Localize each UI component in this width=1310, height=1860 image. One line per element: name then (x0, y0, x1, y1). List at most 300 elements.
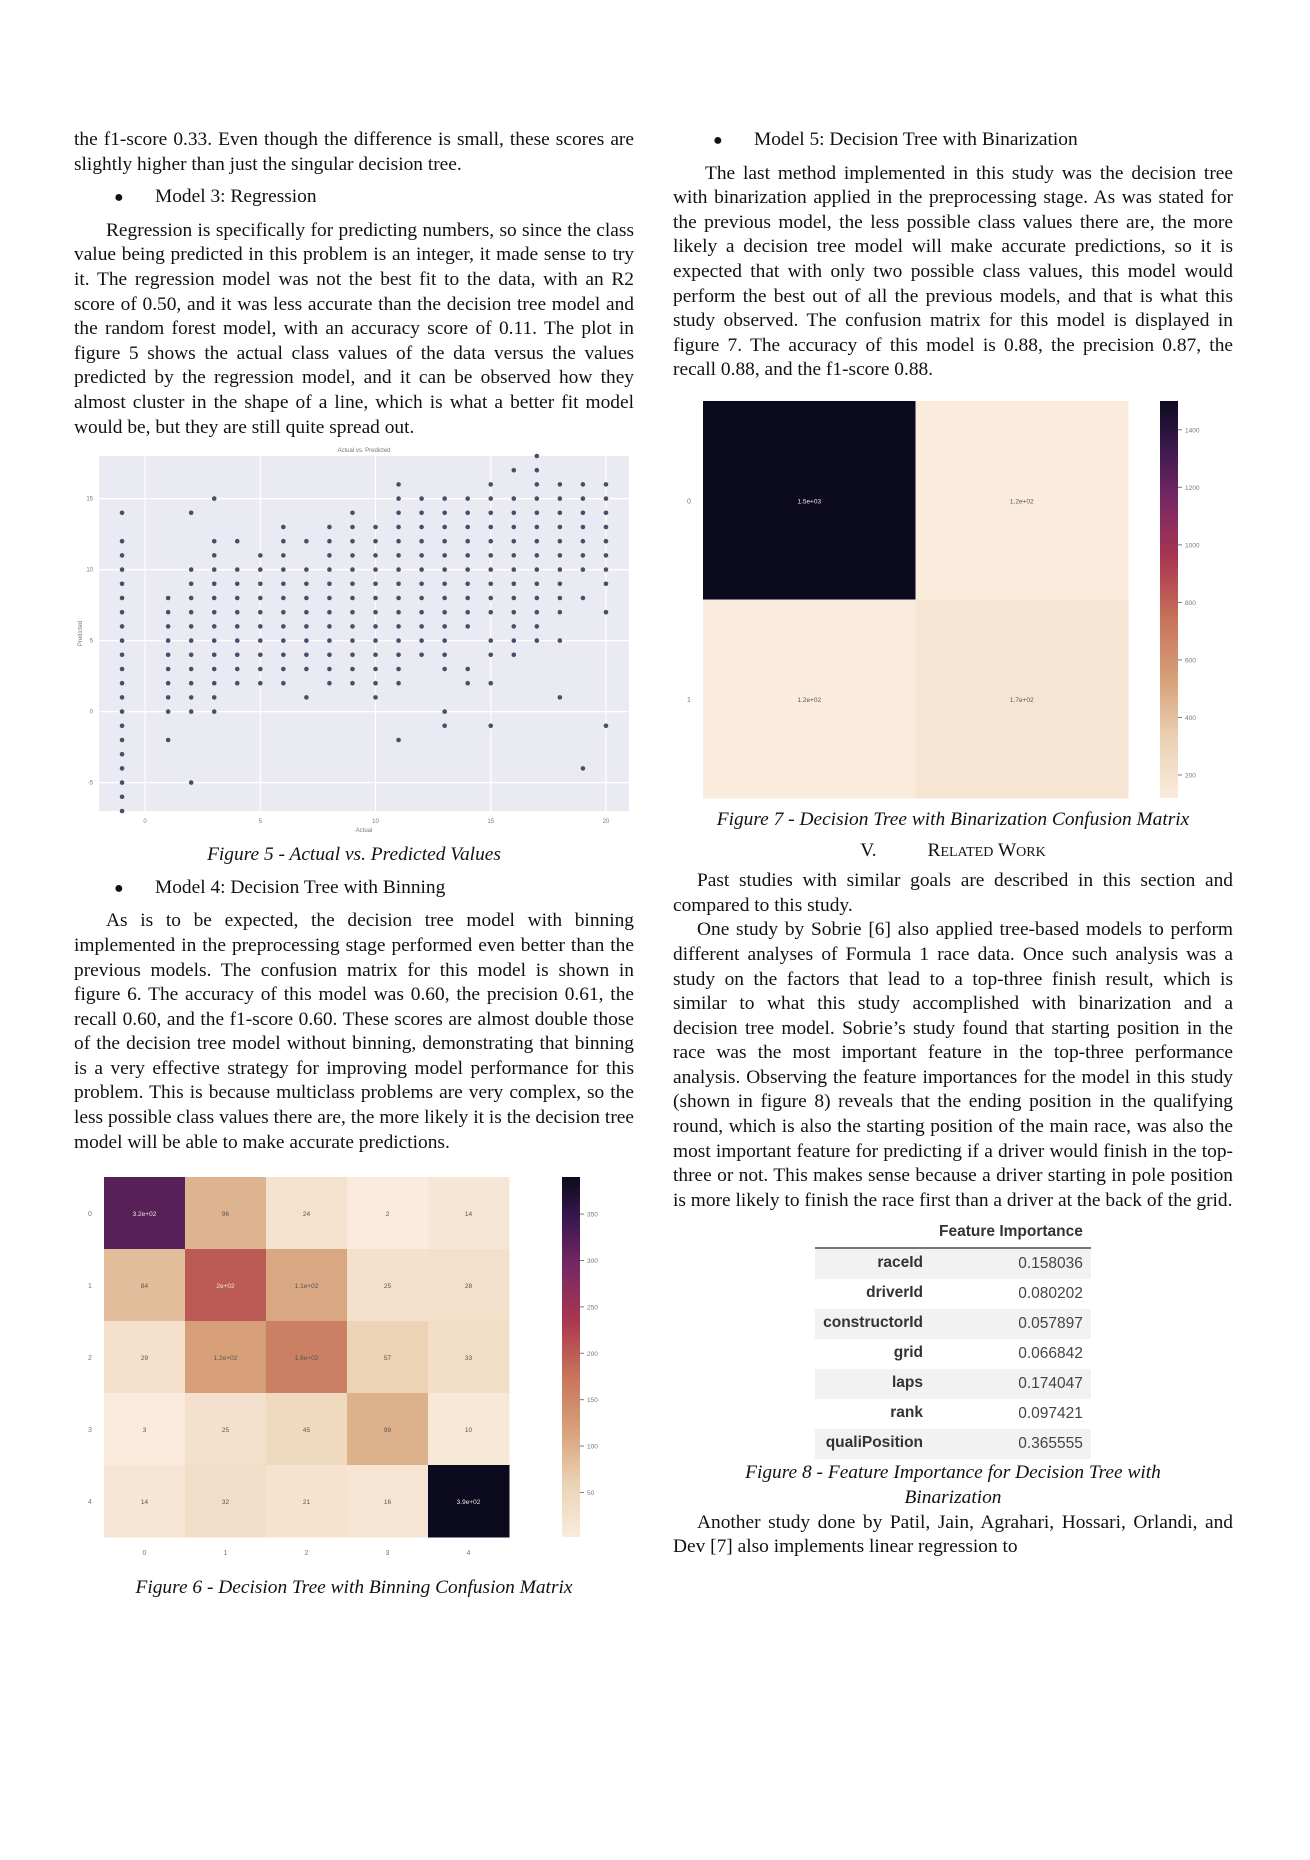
data-point (189, 667, 194, 672)
svg-text:3.2e+02: 3.2e+02 (132, 1211, 157, 1219)
data-point (465, 610, 470, 615)
data-point (535, 596, 540, 601)
table-corner (815, 1219, 931, 1248)
data-point (281, 567, 286, 572)
data-point (166, 653, 171, 658)
data-point (258, 610, 263, 615)
svg-text:-5: -5 (87, 780, 93, 787)
data-point (258, 596, 263, 601)
data-point (327, 553, 332, 558)
data-point (419, 567, 424, 572)
data-point (166, 638, 171, 643)
model-4-heading (74, 876, 634, 902)
data-point (419, 511, 424, 516)
data-point (488, 596, 493, 601)
svg-text:200: 200 (587, 1351, 598, 1359)
svg-text:1: 1 (88, 1283, 92, 1291)
data-point (304, 695, 309, 700)
column-header-feature-importance: Feature Importance (931, 1219, 1091, 1248)
svg-text:5: 5 (258, 819, 262, 826)
data-point (350, 610, 355, 615)
svg-text:1.5e+03: 1.5e+03 (797, 498, 822, 506)
data-point (558, 511, 563, 516)
svg-text:10: 10 (86, 567, 93, 574)
data-point (581, 567, 586, 572)
data-point (304, 624, 309, 629)
svg-text:Actual: Actual (355, 828, 373, 835)
data-point (120, 709, 125, 714)
data-point (396, 553, 401, 558)
data-point (396, 610, 401, 615)
data-point (235, 610, 240, 615)
data-point (488, 539, 493, 544)
data-point (511, 496, 516, 501)
data-point (281, 653, 286, 658)
data-point (442, 496, 447, 501)
section-number: V. (860, 839, 877, 861)
svg-text:350: 350 (587, 1211, 598, 1219)
data-point (189, 709, 194, 714)
data-point (442, 553, 447, 558)
data-point (281, 667, 286, 672)
svg-text:28: 28 (464, 1283, 473, 1291)
patil-paragraph: Another study done by Patil, Jain, Agrahari, Hossari, Orlandi, and Dev [7] also implements linear regression to (673, 1511, 1233, 1558)
data-point (304, 567, 309, 572)
regression-paragraph: Regression is specifically for predicting numbers, so since the class value being predicted in this problem is an integer, it made sense to try it. The regression model was not the best fit to the data, with an R2 score of 0.50, and it was less accurate than the decision tree model and the random forest model, with an accuracy score of 0.11. The plot in figure 5 shows the actual class values of the data versus the values predicted by the regression model, and it can be observed how they almost cluster in the shape of a line, which is what a better fit model would be, but they are still quite spread out. (74, 219, 634, 438)
data-point (304, 539, 309, 544)
svg-text:14: 14 (140, 1499, 149, 1507)
data-point (120, 582, 125, 587)
feature-name: qualiPosition (825, 1434, 924, 1452)
data-point (396, 525, 401, 530)
data-point (166, 667, 171, 672)
svg-text:600: 600 (1185, 657, 1196, 665)
plot-area (99, 456, 629, 811)
svg-text:3: 3 (142, 1427, 147, 1435)
svg-text:2: 2 (304, 1550, 309, 1558)
data-point (120, 624, 125, 629)
svg-text:45: 45 (302, 1427, 311, 1435)
svg-text:Actual vs. Predicted: Actual vs. Predicted (337, 448, 391, 455)
data-point (235, 539, 240, 544)
data-point (235, 667, 240, 672)
data-point (396, 624, 401, 629)
svg-text:250: 250 (587, 1304, 598, 1312)
data-point (604, 496, 609, 501)
data-point (465, 582, 470, 587)
data-point (235, 582, 240, 587)
svg-text:16: 16 (383, 1499, 392, 1507)
data-point (120, 809, 125, 814)
data-point (442, 624, 447, 629)
data-point (488, 553, 493, 558)
data-point (511, 539, 516, 544)
data-point (212, 553, 217, 558)
table-row (815, 1248, 1091, 1279)
data-point (212, 624, 217, 629)
data-point (373, 539, 378, 544)
data-point (120, 553, 125, 558)
data-point (166, 738, 171, 743)
data-point (558, 567, 563, 572)
feature-value: 0.158036 (1018, 1255, 1083, 1273)
data-point (442, 638, 447, 643)
sobrie-paragraph: One study by Sobrie [6] also applied tree-based models to perform different analyses of Formula 1 race data. Once such analysis was a study on the factors that lead to a top-three finish result, which is similar to what this study accomplished with binarization and a decision tree model. Sobrie’s study found that starting position in the race was the most important feature in the top-three performance analysis. Observing the feature importances for the model in this study (shown in figure 8) reveals that the ending position in the qualifying round, which is also the starting position of the main race, was also the most important feature for predicting if a driver would finish in the top-three or not. This makes sense because a driver starting in pole position is more likely to finish the race first than a driver at the back of the grid. (673, 919, 1233, 1211)
figure-7-heatmap (673, 393, 1233, 808)
data-point (327, 624, 332, 629)
svg-text:50: 50 (587, 1490, 595, 1498)
data-point (120, 638, 125, 643)
data-point (396, 738, 401, 743)
data-point (281, 610, 286, 615)
data-point (120, 738, 125, 743)
related-work-intro: Past studies with similar goals are described in this section and compared to this study. (673, 870, 1233, 916)
table-row (815, 1429, 1091, 1459)
data-point (373, 596, 378, 601)
figure-5-scatter (74, 444, 634, 839)
data-point (258, 567, 263, 572)
data-point (488, 511, 493, 516)
data-point (465, 496, 470, 501)
data-point (258, 667, 263, 672)
data-point (511, 624, 516, 629)
data-point (442, 709, 447, 714)
data-point (535, 610, 540, 615)
data-point (166, 610, 171, 615)
data-point (465, 596, 470, 601)
data-point (120, 681, 125, 686)
data-point (166, 624, 171, 629)
data-point (120, 567, 125, 572)
data-point (189, 610, 194, 615)
data-point (327, 610, 332, 615)
feature-value: 0.097421 (1018, 1405, 1083, 1423)
data-point (535, 496, 540, 501)
feature-value: 0.174047 (1018, 1375, 1083, 1393)
data-point (212, 709, 217, 714)
svg-text:21: 21 (302, 1499, 311, 1507)
data-point (281, 553, 286, 558)
data-point (396, 539, 401, 544)
data-point (373, 695, 378, 700)
data-point (304, 596, 309, 601)
data-point (235, 638, 240, 643)
data-point (442, 724, 447, 729)
data-point (535, 468, 540, 473)
svg-text:4: 4 (88, 1499, 92, 1507)
svg-text:2: 2 (385, 1211, 390, 1219)
data-point (373, 624, 378, 629)
data-point (558, 610, 563, 615)
data-point (581, 596, 586, 601)
section-title: Related Work (927, 839, 1046, 861)
data-point (558, 582, 563, 587)
data-point (189, 511, 194, 516)
data-point (258, 553, 263, 558)
data-point (396, 596, 401, 601)
figure-6-caption: Figure 6 - Decision Tree with Binning Confusion Matrix (135, 1577, 573, 1599)
data-point (304, 667, 309, 672)
data-point (212, 695, 217, 700)
table-row (815, 1309, 1091, 1339)
data-point (258, 624, 263, 629)
data-point (419, 653, 424, 658)
svg-text:15: 15 (86, 496, 93, 503)
data-point (581, 525, 586, 530)
data-point (120, 724, 125, 729)
data-point (350, 638, 355, 643)
data-point (327, 653, 332, 658)
data-point (442, 511, 447, 516)
data-point (350, 653, 355, 658)
data-point (604, 482, 609, 487)
data-point (281, 638, 286, 643)
data-point (511, 525, 516, 530)
data-point (281, 582, 286, 587)
data-point (465, 667, 470, 672)
svg-text:15: 15 (487, 819, 495, 826)
data-point (511, 567, 516, 572)
data-point (581, 511, 586, 516)
data-point (511, 638, 516, 643)
binarization-confusion-matrix (673, 393, 1233, 803)
data-point (419, 596, 424, 601)
data-point (304, 582, 309, 587)
data-point (120, 795, 125, 800)
svg-text:14: 14 (464, 1211, 473, 1219)
data-point (604, 724, 609, 729)
data-point (465, 525, 470, 530)
data-point (120, 539, 125, 544)
svg-text:29: 29 (140, 1355, 149, 1363)
svg-text:1.6e+02: 1.6e+02 (294, 1355, 319, 1363)
data-point (604, 553, 609, 558)
data-point (465, 624, 470, 629)
data-point (120, 667, 125, 672)
table-row (815, 1279, 1091, 1309)
data-point (373, 582, 378, 587)
binarization-paragraph: The last method implemented in this study was the decision tree with binarization applied in the preprocessing stage. As was stated for the previous model, the less possible class values there are, the more likely a decision tree model will make accurate predictions, so it is expected that with only two possible class values, this model would perform the best out of all the previous models, and that is what this study observed. The confusion matrix for this model is displayed in figure 7. The accuracy of this model is 0.88, the precision 0.87, the recall 0.88, and the f1-score 0.88. (673, 162, 1233, 381)
data-point (558, 525, 563, 530)
data-point (511, 596, 516, 601)
data-point (212, 653, 217, 658)
colorbar (1160, 401, 1178, 798)
data-point (465, 567, 470, 572)
data-point (442, 539, 447, 544)
data-point (535, 638, 540, 643)
data-point (120, 780, 125, 785)
feature-name: raceId (877, 1254, 924, 1272)
data-point (235, 624, 240, 629)
data-point (604, 525, 609, 530)
model-4-label: Model 4: Decision Tree with Binning (155, 876, 446, 898)
figure-8-table (673, 1219, 1233, 1459)
left-column (74, 128, 634, 1601)
figure-8-caption-line-1: Figure 8 - Feature Importance for Decision Tree with (745, 1462, 1161, 1484)
svg-text:1.2e+02: 1.2e+02 (213, 1355, 238, 1363)
data-point (535, 482, 540, 487)
data-point (235, 596, 240, 601)
data-point (535, 567, 540, 572)
data-point (189, 624, 194, 629)
data-point (442, 667, 447, 672)
data-point (120, 752, 125, 757)
svg-text:3.9e+02: 3.9e+02 (456, 1499, 481, 1507)
data-point (396, 653, 401, 658)
model-5-heading (673, 128, 1233, 154)
data-point (442, 582, 447, 587)
data-point (442, 567, 447, 572)
data-point (419, 525, 424, 530)
data-point (258, 638, 263, 643)
data-point (327, 539, 332, 544)
data-point (581, 766, 586, 771)
data-point (304, 610, 309, 615)
data-point (396, 681, 401, 686)
svg-text:1.2e+02: 1.2e+02 (797, 696, 822, 704)
data-point (511, 653, 516, 658)
data-point (396, 511, 401, 516)
data-point (488, 724, 493, 729)
data-point (535, 553, 540, 558)
data-point (581, 482, 586, 487)
feature-value: 0.057897 (1018, 1315, 1083, 1333)
data-point (327, 667, 332, 672)
data-point (350, 553, 355, 558)
data-point (212, 582, 217, 587)
svg-text:20: 20 (602, 819, 610, 826)
data-point (373, 567, 378, 572)
data-point (604, 582, 609, 587)
paragraph-continuation: the f1-score 0.33. Even though the difference is small, these scores are slightly higher than just the singular decision tree. (74, 129, 634, 175)
feature-value: 0.080202 (1018, 1285, 1083, 1303)
data-point (488, 525, 493, 530)
data-point (281, 539, 286, 544)
data-point (235, 681, 240, 686)
data-point (511, 553, 516, 558)
data-point (212, 610, 217, 615)
data-point (604, 610, 609, 615)
svg-text:33: 33 (464, 1355, 473, 1363)
feature-name: grid (893, 1344, 924, 1362)
bullet-icon: ● (114, 189, 124, 207)
data-point (488, 638, 493, 643)
svg-text:32: 32 (221, 1499, 230, 1507)
data-point (350, 567, 355, 572)
svg-text:0: 0 (687, 498, 691, 506)
data-point (442, 653, 447, 658)
data-point (535, 624, 540, 629)
data-point (581, 539, 586, 544)
svg-text:84: 84 (140, 1283, 149, 1291)
data-point (419, 610, 424, 615)
data-point (419, 496, 424, 501)
svg-text:1: 1 (223, 1550, 228, 1558)
data-point (558, 695, 563, 700)
data-point (535, 582, 540, 587)
data-point (511, 511, 516, 516)
data-point (419, 553, 424, 558)
svg-text:25: 25 (383, 1283, 392, 1291)
svg-text:25: 25 (221, 1427, 230, 1435)
svg-text:400: 400 (1185, 714, 1196, 722)
svg-text:5: 5 (89, 638, 93, 645)
section-heading (673, 839, 1233, 864)
svg-text:1000: 1000 (1185, 542, 1200, 550)
model-3-label: Model 3: Regression (155, 186, 317, 208)
data-point (511, 582, 516, 587)
data-point (120, 766, 125, 771)
feature-value: 0.365555 (1018, 1435, 1083, 1453)
data-point (396, 496, 401, 501)
data-point (604, 567, 609, 572)
data-point (166, 596, 171, 601)
colorbar (562, 1177, 580, 1537)
data-point (212, 667, 217, 672)
data-point (396, 667, 401, 672)
scatter-plot (74, 444, 634, 834)
data-point (396, 567, 401, 572)
binning-confusion-matrix (74, 1169, 634, 1569)
data-point (120, 511, 125, 516)
svg-text:10: 10 (464, 1427, 473, 1435)
data-point (535, 539, 540, 544)
svg-text:4: 4 (466, 1550, 471, 1558)
data-point (350, 582, 355, 587)
data-point (465, 681, 470, 686)
data-point (442, 596, 447, 601)
data-point (511, 610, 516, 615)
data-point (212, 496, 217, 501)
data-point (120, 596, 125, 601)
data-point (166, 709, 171, 714)
figure-6-heatmap (74, 1169, 634, 1574)
svg-text:2e+02: 2e+02 (216, 1283, 235, 1291)
data-point (419, 638, 424, 643)
svg-text:99: 99 (383, 1427, 392, 1435)
data-point (488, 582, 493, 587)
data-point (350, 681, 355, 686)
svg-text:150: 150 (587, 1397, 598, 1405)
data-point (396, 482, 401, 487)
table-row (815, 1399, 1091, 1429)
data-point (304, 638, 309, 643)
data-point (327, 638, 332, 643)
right-column (673, 128, 1233, 1560)
bullet-icon: ● (114, 879, 124, 897)
data-point (258, 653, 263, 658)
data-point (189, 567, 194, 572)
data-point (189, 681, 194, 686)
table-row (815, 1339, 1091, 1369)
data-point (120, 653, 125, 658)
data-point (442, 610, 447, 615)
data-point (465, 511, 470, 516)
data-point (327, 681, 332, 686)
data-point (327, 567, 332, 572)
data-point (258, 582, 263, 587)
data-point (465, 539, 470, 544)
data-point (281, 681, 286, 686)
data-point (350, 667, 355, 672)
data-point (558, 553, 563, 558)
svg-text:1400: 1400 (1185, 427, 1200, 435)
data-point (212, 567, 217, 572)
data-point (604, 539, 609, 544)
svg-text:0: 0 (142, 1550, 147, 1558)
data-point (235, 567, 240, 572)
svg-text:0: 0 (89, 709, 93, 716)
